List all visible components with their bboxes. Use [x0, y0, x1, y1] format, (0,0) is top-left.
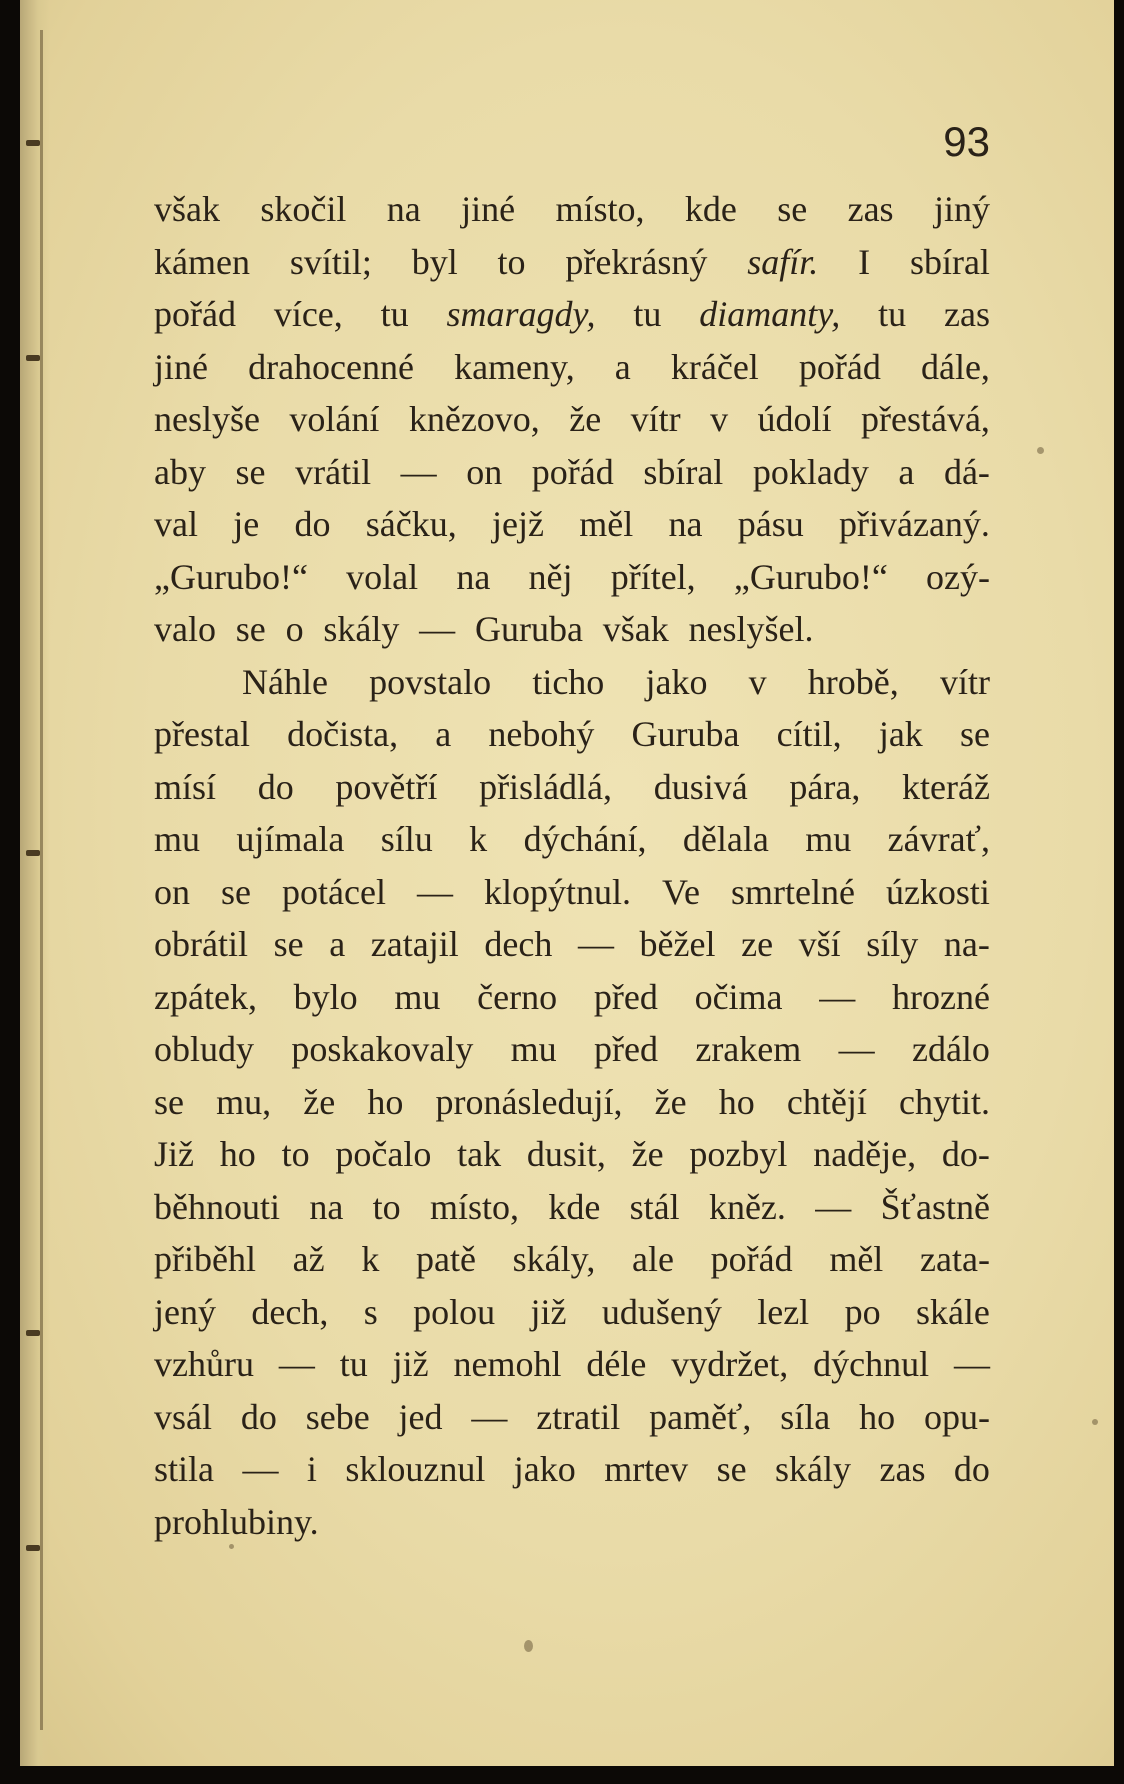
word: „Gurubo!“ [733, 556, 888, 597]
word: stál [629, 1186, 680, 1227]
text-line [154, 761, 990, 814]
word: skále [915, 1291, 990, 1332]
word: chtějí [786, 1081, 867, 1122]
word: pořád [531, 451, 614, 492]
word: se [235, 609, 266, 649]
page-gutter [20, 0, 50, 1766]
text-line [154, 1233, 990, 1286]
word: přivázaný. [839, 504, 990, 544]
word: kde [548, 1186, 601, 1227]
word: před [594, 1029, 658, 1069]
word: valo [154, 609, 216, 649]
word: volal [346, 556, 419, 597]
word: pořád [798, 346, 881, 387]
binding-mark [26, 140, 40, 146]
word: přisládlá, [479, 766, 613, 807]
word: to [497, 241, 526, 282]
word: i [306, 1449, 317, 1489]
word: tu [339, 1344, 368, 1384]
word: do- [941, 1134, 990, 1174]
text-line [154, 1338, 990, 1391]
text-line [154, 393, 990, 446]
word: dýchání, [523, 819, 647, 859]
text-line [154, 708, 990, 761]
word: vzhůru [154, 1344, 254, 1384]
word: Šťastně [880, 1186, 990, 1227]
text-line [154, 1286, 990, 1339]
word: opu- [923, 1396, 990, 1437]
word: tu [878, 294, 907, 334]
word: potácel [282, 871, 386, 912]
word: se [235, 451, 266, 492]
text-line [154, 603, 990, 656]
word: o [285, 609, 304, 649]
word: hrozné [892, 976, 990, 1017]
word: zatajil [370, 924, 459, 964]
word: do [240, 1396, 277, 1437]
book-page [20, 0, 1114, 1766]
word: běhnouti [154, 1186, 280, 1227]
word: ze [741, 924, 774, 964]
word: místo, [555, 189, 645, 229]
word: mrtev [604, 1449, 689, 1489]
word: místo, [429, 1186, 519, 1227]
word: ujímala [236, 819, 345, 859]
word: a [329, 924, 346, 964]
word: sbíral [643, 451, 724, 492]
word: kráčel [670, 346, 759, 387]
word: pronásledují, [435, 1081, 623, 1122]
word: dočista, [287, 714, 399, 754]
text-line [154, 1443, 990, 1496]
word: kteráž [902, 766, 990, 807]
word: Ve [661, 871, 700, 912]
word: bylo [293, 976, 358, 1017]
word: — [471, 1396, 508, 1437]
word: tu [380, 294, 409, 334]
binding-mark [26, 355, 40, 361]
word: že [303, 1081, 336, 1122]
word: patě [416, 1239, 476, 1279]
word: vydržet, [671, 1344, 789, 1384]
word: dech [484, 924, 553, 964]
word: jiné [154, 346, 208, 387]
word: prohlubiny. [154, 1501, 319, 1542]
word: mísí [154, 766, 217, 807]
word: obrátil [154, 924, 248, 964]
word: mu [510, 1029, 557, 1069]
text-line [154, 1391, 990, 1444]
word: více, [273, 294, 343, 334]
word: zas [847, 189, 894, 229]
word: neslyšel. [688, 609, 814, 649]
word: dusit, [526, 1134, 606, 1174]
word: se [221, 871, 251, 912]
word: že [569, 399, 602, 439]
word: měl [829, 1239, 884, 1279]
word: val [154, 504, 198, 544]
word: již [392, 1344, 429, 1384]
word: — [815, 1186, 852, 1227]
word: však [154, 189, 220, 229]
word: je [233, 504, 260, 544]
body-text [154, 183, 990, 1548]
word: že [654, 1081, 687, 1122]
word: smaragdy, [446, 294, 596, 334]
word: — [419, 609, 456, 649]
word: tak [457, 1134, 502, 1174]
text-line [154, 918, 990, 971]
text-line [154, 1128, 990, 1181]
word: poklady [752, 451, 869, 492]
word: cítil, [776, 714, 842, 754]
text-line [154, 971, 990, 1024]
word: síla [780, 1396, 831, 1437]
word: do [953, 1449, 990, 1489]
word: s [363, 1291, 378, 1332]
word: skály [775, 1449, 852, 1489]
word: sílu [380, 819, 433, 859]
word: ho [219, 1134, 256, 1174]
word: on [466, 451, 503, 492]
text-line [154, 813, 990, 866]
page-number: 93 [943, 118, 990, 165]
word: závrať, [887, 819, 990, 859]
word: on [154, 871, 190, 912]
binding-mark [26, 850, 40, 856]
word: pořád [154, 294, 236, 334]
word: dusivá [653, 766, 748, 807]
word: úzkosti [885, 871, 990, 912]
word: volání [289, 399, 380, 439]
text-line [154, 1496, 990, 1549]
word: dá- [943, 451, 990, 492]
word: Již [154, 1134, 194, 1174]
word: to [372, 1186, 401, 1227]
word: na [668, 504, 703, 544]
word: se [716, 1449, 747, 1489]
text-line [154, 1181, 990, 1234]
word: přestal [154, 714, 250, 754]
word: a [898, 451, 915, 492]
word: Guruba [631, 714, 740, 754]
word: přestává, [860, 399, 990, 439]
word: jiné [461, 189, 516, 229]
word: — [819, 976, 856, 1017]
word: povětří [335, 766, 438, 807]
word: skočil [260, 189, 347, 229]
word: překrásný [565, 241, 708, 282]
word: povstalo [369, 661, 492, 702]
word: mu, [216, 1081, 272, 1122]
paper-speck [1092, 1419, 1098, 1425]
word: mu [154, 819, 201, 859]
word: se [777, 189, 808, 229]
word: na [309, 1186, 344, 1227]
word: ho [718, 1081, 755, 1122]
word: do [294, 504, 331, 544]
text-line [154, 446, 990, 499]
text-line [154, 498, 990, 551]
word: jak [878, 714, 923, 754]
word: se [154, 1081, 184, 1122]
word: zpátek, [154, 976, 257, 1017]
word: svítil; [289, 241, 372, 282]
word: lezl [757, 1291, 810, 1332]
word: zas [879, 1449, 926, 1489]
word: zas [944, 294, 990, 334]
word: sbíral [909, 241, 990, 282]
word: ztratil [536, 1396, 621, 1437]
word: udušený [601, 1291, 722, 1332]
word: zrakem [695, 1029, 802, 1069]
word: zata- [920, 1239, 990, 1279]
word: — [953, 1344, 990, 1384]
word: pozbyl [689, 1134, 788, 1174]
word: zdálo [911, 1029, 990, 1069]
word: jed [398, 1396, 443, 1437]
word: něj [528, 556, 573, 597]
word: diamanty, [699, 294, 841, 334]
word: vrátil [295, 451, 372, 492]
word: nebohý [488, 714, 595, 754]
binding-mark [26, 1545, 40, 1551]
word: naděje, [813, 1134, 917, 1174]
word: to [281, 1134, 310, 1174]
word: jako [645, 661, 708, 702]
word: údolí [757, 399, 832, 439]
word: na- [943, 924, 990, 964]
word: smrtelné [730, 871, 855, 912]
word: do [257, 766, 294, 807]
word: ozý- [926, 556, 990, 597]
word: polou [413, 1291, 496, 1332]
word: kde [684, 189, 737, 229]
word: kámen [154, 241, 250, 282]
word: vítr [630, 399, 681, 439]
paper-speck [524, 1640, 533, 1652]
word: černo [477, 976, 558, 1017]
word: safír. [747, 241, 819, 282]
word: klopýtnul. [483, 871, 631, 912]
text-line [154, 866, 990, 919]
text-line [154, 236, 990, 289]
word: kněz. [708, 1186, 786, 1227]
word: vsál [154, 1396, 212, 1437]
word: přítel, [610, 556, 696, 597]
word: v [710, 399, 729, 439]
word: jako [513, 1449, 576, 1489]
word: pára, [789, 766, 861, 807]
text-line [154, 1076, 990, 1129]
word: dělala [682, 819, 769, 859]
word: skály, [512, 1239, 596, 1279]
word: vší [798, 924, 841, 964]
word: ho [367, 1081, 404, 1122]
word: Náhle [242, 661, 328, 702]
word: I [858, 241, 871, 282]
binding-edge [40, 30, 43, 1730]
word: stila [154, 1449, 214, 1489]
word: paměť, [649, 1396, 752, 1437]
word: jejž [492, 504, 544, 544]
word: v [748, 661, 767, 702]
word: před [593, 976, 658, 1017]
text-line [154, 1023, 990, 1076]
word: — [577, 924, 614, 964]
word: neslyše [154, 399, 260, 439]
word: — [416, 871, 453, 912]
word: kameny, [454, 346, 575, 387]
word: vítr [939, 661, 990, 702]
word: nemohl [453, 1344, 562, 1384]
text-line [154, 288, 990, 341]
word: obludy [154, 1029, 255, 1069]
word: k [361, 1239, 380, 1279]
word: již [530, 1291, 567, 1332]
word: jiný [933, 189, 990, 229]
word: jený [154, 1291, 216, 1332]
word: se [959, 714, 990, 754]
word: dýchnul [813, 1344, 930, 1384]
word: měl [579, 504, 634, 544]
word: síly [866, 924, 919, 964]
word: knězovo, [408, 399, 540, 439]
word: běžel [639, 924, 716, 964]
word: tu [633, 294, 662, 334]
word: očima [694, 976, 783, 1017]
word: pásu [737, 504, 804, 544]
word: a [614, 346, 631, 387]
word: přiběhl [154, 1239, 256, 1279]
word: Guruba [474, 609, 583, 649]
word: dále, [920, 346, 990, 387]
word: na [456, 556, 491, 597]
word: na [386, 189, 421, 229]
word: k [469, 819, 488, 859]
word: poskakovaly [291, 1029, 474, 1069]
word: „Gurubo!“ [154, 556, 308, 597]
word: — [242, 1449, 279, 1489]
word: počalo [335, 1134, 432, 1174]
word: dech, [251, 1291, 329, 1332]
text-line [154, 551, 990, 604]
word: sáčku, [365, 504, 457, 544]
word: drahocenné [248, 346, 414, 387]
word: a [435, 714, 452, 754]
word: — [838, 1029, 875, 1069]
word: však [602, 609, 669, 649]
word: mu [805, 819, 852, 859]
word: aby [154, 451, 206, 492]
word: chytit. [899, 1081, 990, 1122]
word: po [844, 1291, 881, 1332]
text-line [154, 183, 990, 236]
word: až [292, 1239, 325, 1279]
word: ho [859, 1396, 896, 1437]
word: skály [323, 609, 400, 649]
word: — [278, 1344, 315, 1384]
word: hrobě, [807, 661, 899, 702]
word: déle [586, 1344, 647, 1384]
binding-mark [26, 1330, 40, 1336]
word: mu [394, 976, 441, 1017]
word: sebe [305, 1396, 370, 1437]
word: pořád [710, 1239, 793, 1279]
word: že [631, 1134, 664, 1174]
word: ticho [532, 661, 605, 702]
text-line [154, 341, 990, 394]
word: sklouznul [345, 1449, 486, 1489]
text-line [154, 656, 990, 709]
word: se [273, 924, 304, 964]
paper-speck [1037, 447, 1044, 454]
word: ale [632, 1239, 674, 1279]
word: — [400, 451, 437, 492]
word: byl [411, 241, 458, 282]
